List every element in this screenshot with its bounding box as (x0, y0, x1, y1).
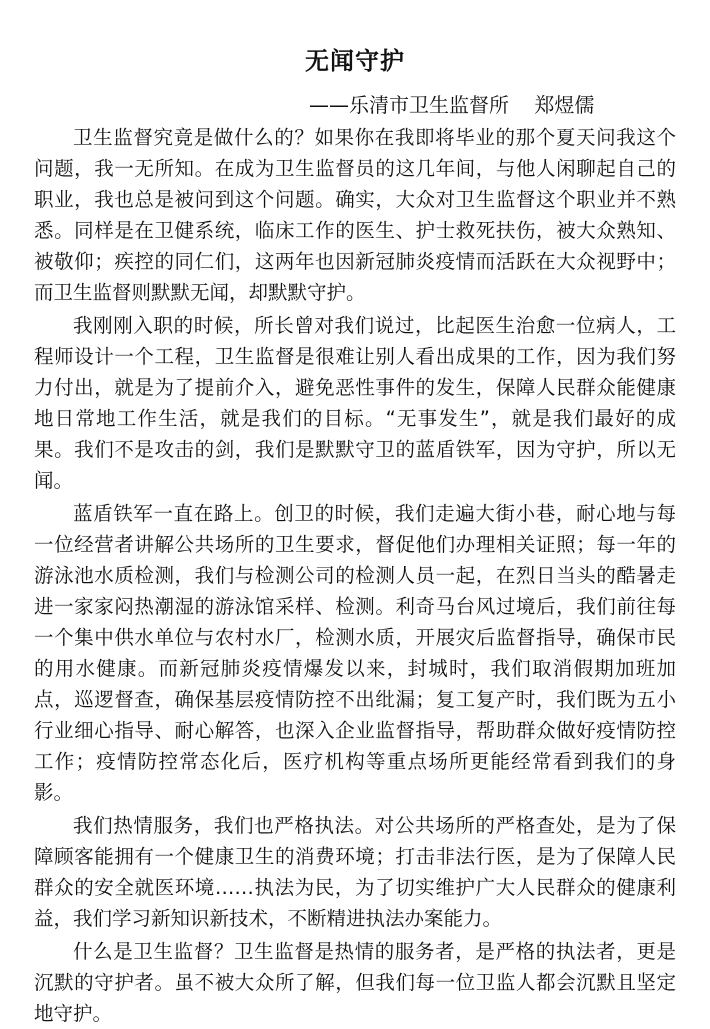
document-body (34, 122, 676, 1029)
author-byline: ——乐清市卫生监督所 郑煜儒 (309, 93, 595, 117)
paragraph-1: 卫生监督究竟是做什么的？如果你在我即将毕业的那个夏天问我这个问题，我一无所知。在成为卫生监督员的这几年间，与他人闲聊起自己的职业，我也总是被问到这个问题。确实，大众对卫生监督这个职业并不熟悉。同样是在卫健系统，临床工作的医生、护士救死扶伤，被大众熟知、被敬仰；疾控的同仁们，这两年也因新冠肺炎疫情而活跃在大众视野中；而卫生监督则默默无闻，却默默守护。 (34, 126, 676, 304)
paragraph-3: 蓝盾铁军一直在路上。创卫的时候，我们走遍大街小巷，耐心地与每一位经营者讲解公共场所的卫生要求，督促他们办理相关证照；每一年的游泳池水质检测，我们与检测公司的检测人员一起，在烈日当头的酷暑走进一家家闷热潮湿的游泳馆采样、检测。利奇马台风过境后，我们前往每一个集中供水单位与农村水厂，检测水质，开展灾后监督指导，确保市民的用水健康。而新冠肺炎疫情爆发以来，封城时，我们取消假期加班加点，巡逻督查，确保基层疫情防控不出纰漏；复工复产时，我们既为五小行业细心指导、耐心解答，也深入企业监督指导，帮助群众做好疫情防控工作；疫情防控常态化后，医疗机构等重点场所更能经常看到我们的身影。 (34, 502, 676, 804)
paragraph-5: 什么是卫生监督？卫生监督是热情的服务者，是严格的执法者，更是沉默的守护者。虽不被大众所了解，但我们每一位卫监人都会沉默且坚定地守护。 (34, 940, 676, 1025)
document-title: 无闻守护 (305, 47, 405, 75)
paragraph-2: 我刚刚入职的时候，所长曾对我们说过，比起医生治愈一位病人，工程师设计一个工程，卫生监督是很难让别人看出成果的工作，因为我们努力付出，就是为了提前介入，避免恶性事件的发生，保障人民群众能健康地日常地工作生活，就是我们的目标。“无事发生”，就是我们最好的成果。我们不是攻击的剑，我们是默默守卫的蓝盾铁军，因为守护，所以无闻。 (34, 314, 676, 492)
paragraph-4: 我们热情服务，我们也严格执法。对公共场所的严格查处，是为了保障顾客能拥有一个健康卫生的消费环境；打击非法行医，是为了保障人民群众的安全就医环境……执法为民，为了切实维护广大人民群众的健康利益，我们学习新知识新技术，不断精进执法办案能力。 (34, 814, 676, 930)
